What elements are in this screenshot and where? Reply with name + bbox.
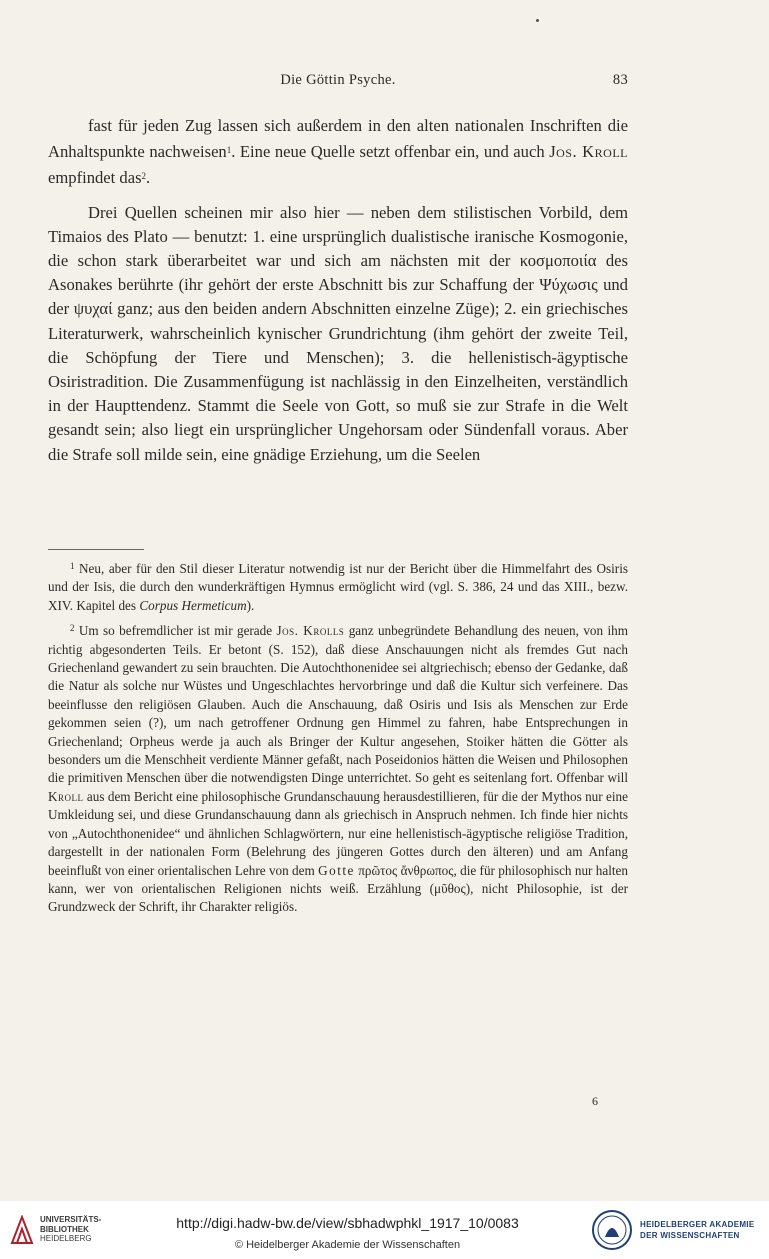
text-run: , die für philosophisch nur halten kann, wer von orientalischen Religionen nichts weiß. Erzählung ( bbox=[48, 862, 628, 896]
academy-seal-icon bbox=[591, 1209, 633, 1251]
author-name: Jos. Kroll bbox=[549, 142, 628, 162]
page-number: 83 bbox=[612, 72, 628, 88]
academy-name bbox=[640, 1219, 754, 1241]
text-run: aus dem Bericht eine philosophische Grundanschauung herausdestillieren, für die der Mythos nur eine Umkleidung sei, und diese Grundanschauung dann als griechisch in Anspruch nehmen. Ich finde hier nichts von „Autochthonenidee“ und ähnlichen Schlagwörtern, nur eine hellenistisch-ägyptische religiöse Tradition, dargestellt in der nationalen Form (Belehrung des jüngeren Gottes durch den älteren) und am Anfang beeinflußt von einer orientalischen Lehre von dem bbox=[48, 788, 628, 878]
text-run: empfindet das bbox=[48, 168, 142, 188]
footnote-separator bbox=[48, 549, 144, 550]
text-run: ), nicht Philosophie, ist der Grundzweck der Schrift, ihr Charakter religiös. bbox=[48, 880, 628, 915]
text-run: ). bbox=[246, 597, 255, 613]
text-run: . Eine neue Quelle setzt offenbar ein, und auch bbox=[231, 142, 550, 162]
academy-line: HEIDELBERGER AKADEMIE bbox=[640, 1220, 755, 1229]
copyright-notice: © Heidelberger Akademie der Wissenschaften bbox=[234, 1239, 461, 1251]
spaced-word: Gotte bbox=[318, 862, 355, 878]
library-line: UNIVERSITÄTS- bbox=[40, 1215, 102, 1224]
signature-mark: 6 bbox=[592, 1094, 598, 1108]
footnote-mark: 1 bbox=[70, 561, 75, 571]
text-run: ganz; aus den beiden andern Abschnitten einzelne Züge); 2. ein griechisches Literaturwerk, wahrscheinlich kynischer Grundrichtung (ihm gehört der zweite Teil, die Schöpfung der Tiere und Menschen); 3. die hellenistisch-ägyptische Osiristradition. Die Zusammenfügung ist nachlässig in den Einzelheiten, verständlich in der Haupttendenz. Stammt die Seele von Gott, so muß sie zur Strafe in die Welt gesandt sein; also liegt ein ursprünglicher Ungehorsam oder Sündenfall voraus. Aber die Strafe soll milde sein, eine gnädige Erziehung, um die Seelen bbox=[48, 299, 628, 464]
greek-term: πρῶτος ἄνθρωπος bbox=[354, 862, 454, 878]
text-run: des Asonakes berührte (ihr gehört der erste Abschnitt bis zur Schaffung der bbox=[48, 251, 628, 295]
paragraph-1 bbox=[48, 114, 628, 191]
main-text bbox=[48, 114, 628, 467]
text-run: Um so befremdlicher ist mir gerade bbox=[74, 623, 277, 639]
text-run: Neu, aber für den Stil dieser Literatur notwendig ist nur der Bericht über die Himmelfahrt des Osiris und der Isis, die durch den wunderkräftigen Hymnus ermöglicht wird (vgl. S. 386, 24 und das XIII., bezw. XIV. Kapitel des bbox=[48, 561, 628, 613]
text-run: ganz unbegründete Behandlung des neuen, von ihm richtig abgesonderten Teils. Er betont (S. 152), daß diese Anschauungen nicht als fremdes Gut nach Griechenland gewandert zu sein brauchten. Die Autochthonenidee sei altgriechisch; ebenso der Gedanke, daß die Natur als solche nur Wüstes und Ungeschlachtes hervorbringe und daß die Kultur sich verfeinere. Das beeinflusse den religiösen Glauben. Auch die Anschauung, daß Osiris und Isis als Menschen zur Erde gekommen seien (?), um nach getroffener Ordnung gen Himmel zu fahren, habe Entsprechungen in Griechenland; Orpheus werde ja auch als Bringer der Kultur angesehen, Stoiker hätten die Götter als besonders um die Menschheit verdiente Männer gefaßt, nach Poseidonios hätten die Weisen und Philosophen die primitiven Menschen über die notwendigsten Dinge unterrichtet. So geht es seitenlang fort. Offenbar will bbox=[48, 623, 628, 786]
footnote-1 bbox=[48, 557, 628, 615]
library-line: HEIDELBERG bbox=[40, 1234, 92, 1243]
footnote-2 bbox=[48, 619, 628, 917]
footnotes bbox=[48, 557, 628, 917]
university-library-logo-icon bbox=[10, 1215, 34, 1245]
running-head bbox=[48, 72, 628, 92]
library-line: BIBLIOTHEK bbox=[40, 1224, 89, 1234]
text-run: und der bbox=[48, 275, 628, 319]
footnote-ref-1: 1 bbox=[226, 145, 232, 156]
greek-term: μῦθος bbox=[434, 880, 466, 896]
author-name: Jos. Krolls bbox=[276, 623, 345, 639]
footnote-ref-2: 2 bbox=[141, 171, 147, 182]
footnote-mark: 2 bbox=[70, 623, 75, 634]
italic-title: Corpus Hermeticum bbox=[139, 597, 247, 613]
university-library-name bbox=[40, 1215, 101, 1244]
source-url-link[interactable]: http://digi.hadw-bw.de/view/sbhadwphkl_1917_10/0083 bbox=[176, 1215, 519, 1231]
greek-term: ψυχαί bbox=[73, 299, 113, 319]
speck-mark bbox=[536, 19, 539, 22]
academy-line: DER WISSENSCHAFTEN bbox=[640, 1231, 740, 1240]
paragraph-2 bbox=[48, 201, 628, 467]
author-name: Kroll bbox=[48, 788, 84, 804]
greek-term: Ψύχωσις bbox=[539, 275, 598, 295]
running-title: Die Göttin Psyche. bbox=[280, 72, 396, 88]
text-run: fast für jeden Zug lassen sich außerdem in den alten nationalen Inschriften die Anhaltspunkte nachweisen bbox=[48, 116, 628, 162]
greek-term: κοσμοποιία bbox=[519, 251, 597, 271]
footer-bar bbox=[0, 1201, 769, 1259]
text-run: . bbox=[146, 168, 151, 188]
text-run: Drei Quellen scheinen mir also hier — neben dem stilistischen Vorbild, dem Timaios des Plato — benutzt: 1. eine ursprünglich dualistische iranische Kosmogonie, die schon stark überarbeitet war und sich am nächsten mit der bbox=[48, 202, 628, 271]
